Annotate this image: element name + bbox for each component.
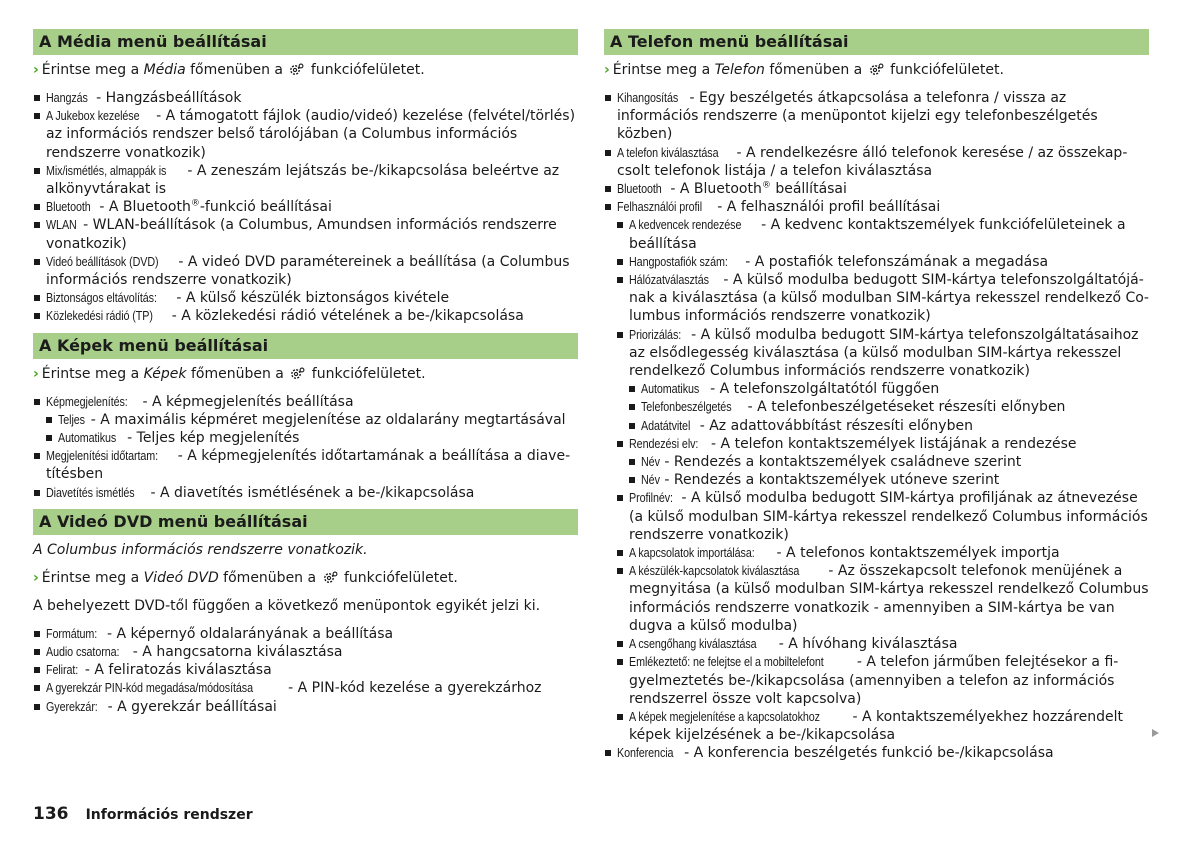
- item-description: - A külső modulba bedugott SIM-kártya telefonszolgáltatójának a kiválasztása (a külső modulban SIM-kártya rekesszel rendelkező Columbus információs rendszerre vonatkozik): [629, 272, 1149, 325]
- list-item: [616, 544, 1149, 562]
- section-heading: A Telefon menü beállításai: [604, 29, 1149, 55]
- arrow-right-icon: ›: [33, 569, 39, 586]
- list-item: [33, 484, 578, 502]
- instruction-line: › Érintse meg a Telefon főmenüben a funkciófelületet.: [604, 62, 1004, 78]
- settings-list: [33, 393, 578, 502]
- item-description: - A közlekedési rádió vételének a be-/kikapcsolása: [167, 308, 524, 325]
- list-item: Bluetooth - A Bluetooth®-funkció beállításai: [33, 198, 578, 216]
- list-item: [616, 562, 1149, 635]
- item-description: - A telefon kontaktszemélyek listájának a rendezése: [706, 435, 1077, 452]
- item-term: Közlekedési rádió (TP): [46, 309, 153, 324]
- section-heading: A Képek menü beállításai: [33, 333, 578, 359]
- item-term: Formátum:: [46, 626, 98, 641]
- item-description: - A hangcsatorna kiválasztása: [128, 644, 343, 661]
- item-description: - Rendezés a kontaktszemélyek utóneve szerint: [659, 472, 1000, 489]
- item-description: - A gyerekzár beállításai: [103, 698, 277, 715]
- item-description: - A telefonbeszélgetéseket részesíti előnyben: [743, 399, 1066, 416]
- item-term: Név: [641, 473, 660, 488]
- section-heading: A Média menü beállításai: [33, 29, 578, 55]
- item-term: A Jukebox kezelése: [46, 109, 140, 124]
- item-term: Videó beállítások (DVD): [46, 254, 159, 269]
- list-item: [628, 380, 1149, 398]
- item-term: Hangpostafiók szám:: [629, 254, 728, 269]
- item-description: - A képmegjelenítés beállítása: [138, 393, 354, 410]
- item-description: - A feliratozás kiválasztása: [80, 662, 272, 679]
- section: [33, 333, 578, 502]
- list-item: [616, 635, 1149, 653]
- list-item: [45, 411, 578, 429]
- item-term: A gyerekzár PIN-kód megadása/módosítása: [46, 681, 253, 696]
- list-item: [616, 489, 1149, 544]
- item-description: - A Bluetooth: [94, 199, 191, 216]
- list-item: [604, 198, 1149, 216]
- menu-name: Telefon: [714, 62, 765, 78]
- item-term: Mix/ismétlés, almappák is: [46, 163, 167, 178]
- menu-name: Képek: [143, 365, 187, 382]
- list-item: [628, 417, 1149, 435]
- list-item: [33, 107, 578, 162]
- item-description: - A képmegjelenítés időtartamának a beállítása a diavetítésben: [46, 448, 571, 483]
- list-item: [616, 708, 1149, 744]
- item-description: - A hívóhang kiválasztása: [774, 636, 958, 653]
- item-term: Bluetooth: [46, 200, 91, 215]
- gear-settings-icon: [289, 63, 304, 76]
- item-description: - WLAN-beállítások (a Columbus, Amundsen információs rendszerre vonatkozik): [46, 217, 557, 252]
- right-column: [604, 29, 1149, 770]
- body-text: A behelyezett DVD-től függően a következő menüpontok egyikét jelzi ki.: [33, 597, 541, 614]
- instruction-line: › Érintse meg a Képek főmenüben a funkciófelületet.: [33, 365, 426, 382]
- menu-name: Média: [143, 62, 186, 78]
- item-term: A csengőhang kiválasztása: [629, 637, 757, 652]
- gear-settings-icon: [290, 367, 305, 380]
- item-term: Teljes: [58, 412, 85, 427]
- gear-settings-icon: [869, 63, 884, 76]
- continue-triangle-icon: [1150, 728, 1160, 738]
- item-description: - A külső készülék biztonságos kivétele: [171, 290, 450, 307]
- item-term: Név: [641, 455, 660, 470]
- item-term: A készülék-kapcsolatok kiválasztása: [629, 564, 800, 579]
- item-description: - A videó DVD paramétereinek a beállítása (a Columbus információs rendszerre vonatkozik): [46, 253, 570, 289]
- page-footer: [33, 804, 253, 824]
- item-description: - A rendelkezésre álló telefonok keresése / az összekapcsolt telefonok listája / a telefon kiválasztása: [617, 144, 1128, 179]
- list-item: [33, 679, 578, 697]
- item-description: - Hangzásbeállítások: [91, 90, 242, 106]
- arrow-right-icon: ›: [33, 365, 39, 382]
- item-term: Emlékeztető: ne felejtse el a mobiltelefont: [629, 655, 824, 670]
- page-number: 136: [33, 804, 69, 824]
- section-note: A Columbus információs rendszerre vonatkozik.: [33, 541, 368, 558]
- list-item: [33, 89, 578, 107]
- item-term: Felirat:: [46, 663, 79, 678]
- item-term: Automatikus: [58, 431, 117, 446]
- item-term: Felhasználói profil: [617, 200, 703, 215]
- item-term: WLAN: [46, 218, 77, 233]
- list-item: [616, 653, 1149, 708]
- list-item: [628, 453, 1149, 471]
- instruction-line: › Érintse meg a Videó DVD főmenüben a funkciófelületet.: [33, 569, 458, 586]
- item-term: Diavetítés ismétlés: [46, 485, 135, 500]
- item-term: Priorizálás:: [629, 327, 682, 342]
- item-description: - A postafiók telefonszámának a megadása: [740, 253, 1049, 270]
- item-description: - A Bluetooth: [665, 181, 762, 198]
- item-term: Megjelenítési időtartam:: [46, 449, 159, 464]
- item-term: Hálózatválasztás: [629, 273, 709, 288]
- item-description: - A telefon járműben felejtésekor a figyelmeztetés be-/kikapcsolása (amennyiben a telefon az információs rendszerrel össze volt kapcsolva): [629, 654, 1119, 707]
- item-description: - A felhasználói profil beállításai: [712, 199, 941, 216]
- left-column: [33, 29, 578, 723]
- registered-mark: ®: [761, 180, 771, 191]
- list-item: [33, 625, 578, 643]
- chapter-title: Információs rendszer: [85, 807, 253, 823]
- registered-mark: ®: [190, 198, 200, 209]
- list-item: [45, 429, 578, 447]
- item-term: Audio csatorna:: [46, 645, 120, 660]
- item-description: - Rendezés a kontaktszemélyek családneve szerint: [659, 454, 1022, 471]
- list-item: [33, 289, 578, 307]
- instruction-line: › Érintse meg a Média főmenüben a funkciófelületet.: [33, 62, 425, 78]
- item-description: - A külső modulba bedugott SIM-kártya profiljának az átnevezése (a külső modulban SIM-kártya rekesszel rendelkező Columbus információs rendszerre vonatkozik): [629, 490, 1148, 543]
- item-term: Konferencia: [617, 746, 674, 761]
- arrow-right-icon: ›: [604, 62, 610, 78]
- list-item: [628, 398, 1149, 416]
- list-item: [33, 698, 578, 716]
- item-term: Bluetooth: [617, 182, 662, 197]
- section: [604, 29, 1149, 763]
- list-item: [33, 447, 578, 483]
- list-item: [616, 271, 1149, 326]
- item-term: Biztonságos eltávolítás:: [46, 291, 157, 306]
- section: [33, 509, 578, 716]
- item-term: Gyerekzár:: [46, 699, 98, 714]
- item-term: Kihangosítás: [617, 91, 679, 105]
- item-description: - A kontaktszemélyekhez hozzárendelt képek kijelzésének a be-/kikapcsolása: [629, 708, 1123, 744]
- item-description: - Az adattovábbítást részesíti előnyben: [695, 417, 973, 434]
- list-item: [33, 393, 578, 411]
- item-description: - A maximális képméret megjelenítése az oldalarány megtartásával: [86, 411, 566, 428]
- item-description: - A PIN-kód kezelése a gyerekzárhoz: [283, 680, 542, 697]
- item-description: - A konferencia beszélgetés funkció be-/kikapcsolása: [679, 745, 1054, 762]
- list-item: [604, 744, 1149, 762]
- item-description: - Egy beszélgetés átkapcsolása a telefonra / vissza az információs rendszerre (a menüpontot kijelzi egy telefonbeszélgetés közben): [617, 90, 1098, 143]
- item-term: A kedvencek rendezése: [629, 218, 742, 233]
- list-item: [33, 162, 578, 198]
- item-description: - A képernyő oldalarányának a beállítása: [102, 625, 394, 642]
- item-term: A kapcsolatok importálása:: [629, 546, 755, 561]
- item-term: Adatátvitel: [641, 418, 691, 433]
- menu-name: Videó DVD: [143, 569, 219, 586]
- item-description: - Az összekapcsolt telefonok menüjének a megnyitása (a külső modulban SIM-kártya rekesszel rendelkező Columbus információs rendszerre vonatkozik - amennyiben a SIM-kártya be van dugva a külső modulba): [629, 563, 1149, 634]
- list-item: Bluetooth - A Bluetooth® beállításai: [604, 180, 1149, 198]
- settings-list: [604, 89, 1149, 763]
- list-item: [33, 661, 578, 679]
- list-item: [33, 643, 578, 661]
- settings-list: [33, 625, 578, 716]
- item-description: - A telefonos kontaktszemélyek importja: [772, 545, 1060, 562]
- item-term: Profilnév:: [629, 491, 673, 506]
- settings-list: [33, 89, 578, 326]
- list-item: [616, 216, 1149, 252]
- item-description: - A kedvenc kontaktszemélyek funkciófelületeinek a beállítása: [629, 217, 1126, 252]
- item-description: - A diavetítés ismétlésének a be-/kikapcsolása: [146, 484, 475, 501]
- item-description: - A zeneszám lejátszás be-/kikapcsolása beleértve az alkönyvtárakat is: [46, 162, 560, 198]
- item-description: - Teljes kép megjelenítés: [122, 430, 300, 447]
- arrow-right-icon: ›: [33, 62, 39, 78]
- item-term: A képek megjelenítése a kapcsolatokhoz: [629, 709, 820, 724]
- section: [33, 29, 578, 326]
- item-term: Automatikus: [641, 382, 700, 397]
- list-item: [604, 144, 1149, 180]
- list-item: [616, 326, 1149, 381]
- list-item: [604, 89, 1149, 144]
- item-description: - A külső modulba bedugott SIM-kártya telefonszolgáltatásaihoz az elsődlegesség kiválasztása (a külső modulban SIM-kártya rekesszel rendelkező Columbus információs rendszerre vonatkozik): [629, 326, 1139, 380]
- item-description: - A támogatott fájlok (audio/videó) kezelése (felvétel/törlés) az információs rendszer belső tárolójában (a Columbus információs rendszerre vonatkozik): [46, 108, 576, 161]
- list-item: [33, 253, 578, 289]
- item-term: A telefon kiválasztása: [617, 145, 719, 160]
- item-term: Képmegjelenítés:: [46, 394, 128, 409]
- list-item: [628, 471, 1149, 489]
- item-term: Telefonbeszélgetés: [641, 400, 732, 415]
- section-heading: A Videó DVD menü beállításai: [33, 509, 578, 535]
- item-description: - A telefonszolgáltatótól függően: [705, 381, 940, 398]
- list-item: [616, 253, 1149, 271]
- gear-settings-icon: [323, 571, 338, 584]
- list-item: [33, 216, 578, 252]
- item-term: Rendezési elv:: [629, 436, 699, 451]
- list-item: [33, 307, 578, 325]
- item-term: Hangzás: [46, 91, 88, 105]
- list-item: [616, 435, 1149, 453]
